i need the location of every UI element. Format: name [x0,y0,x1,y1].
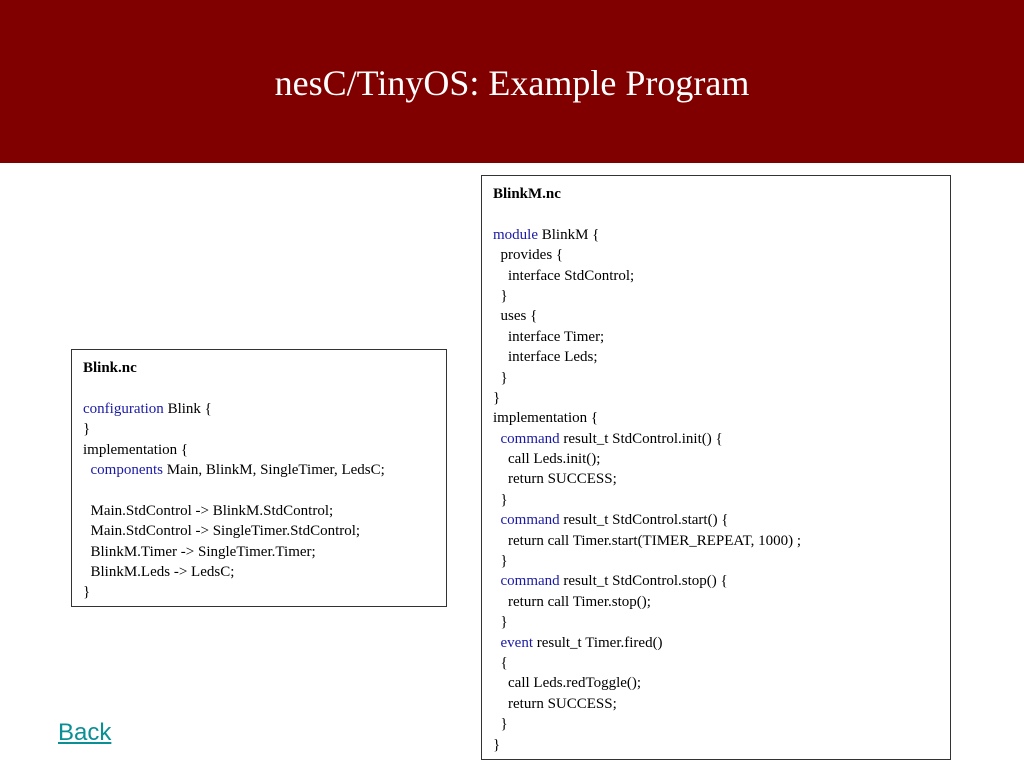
code-keyword: module [493,226,538,243]
code-text: } [83,421,91,438]
code-line [493,368,939,388]
code-text: interface Leds; [493,349,598,366]
code-line [493,490,939,510]
code-text: interface StdControl; [493,267,635,284]
code-line [493,449,939,469]
code-line [83,480,435,500]
code-line [83,378,435,398]
code-text: result_t Timer.fired() [532,634,663,651]
code-line [493,306,939,326]
page-title: nesC/TinyOS: Example Program [274,63,750,103]
code-text: interface Timer; [493,328,605,345]
code-text: uses { [493,308,538,325]
code-text: result_t StdControl.start() { [559,512,729,529]
code-line [493,347,939,367]
code-text: call Leds.redToggle(); [493,675,642,692]
code-text: result_t StdControl.init() { [559,430,723,447]
blink-code-box [71,349,447,607]
code-line [493,592,939,612]
code-text: Blink { [163,400,212,417]
code-line [493,327,939,347]
blinkm-filename: BlinkM.nc [493,186,561,202]
code-text: return call Timer.stop(); [493,593,651,610]
code-text: Main.StdControl -> BlinkM.StdControl; [83,502,334,519]
code-line [83,501,435,521]
code-text: Main.StdControl -> SingleTimer.StdControl; [83,523,361,540]
code-line [83,460,435,480]
code-line [493,408,939,428]
code-text: return SUCCESS; [493,695,617,712]
blinkm-code-box [481,175,951,760]
code-line [493,633,939,653]
code-text: } [493,716,508,733]
code-line [83,562,435,582]
code-line [493,612,939,632]
code-text: implementation { [493,410,599,427]
code-line [83,521,435,541]
title-banner [0,0,1024,163]
code-text: } [493,736,501,753]
code-line [493,571,939,591]
code-keyword: event [493,634,533,651]
code-text: return SUCCESS; [493,471,617,488]
code-line [83,542,435,562]
code-line [493,694,939,714]
code-text: call Leds.init(); [493,451,601,468]
code-line [493,531,939,551]
code-line [493,245,939,265]
code-line [493,469,939,489]
code-line [493,286,939,306]
code-keyword: command [493,573,560,590]
code-keyword: components [83,461,163,478]
code-line [493,653,939,673]
code-text: implementation { [83,441,189,458]
code-text: provides { [493,247,564,264]
back-link[interactable]: Back [58,719,112,746]
code-line [493,266,939,286]
code-line [493,735,939,755]
code-keyword: command [493,430,560,447]
code-text: } [493,369,508,386]
blinkm-code [493,204,939,755]
code-line [83,582,435,602]
code-line [493,429,939,449]
code-text: } [493,553,508,570]
blink-filename: Blink.nc [83,360,137,376]
code-line [493,225,939,245]
code-keyword: command [493,512,560,529]
code-text: Main, BlinkM, SingleTimer, LedsC; [163,461,385,478]
code-line [83,399,435,419]
code-line [493,388,939,408]
code-line [83,419,435,439]
code-line [83,440,435,460]
blink-code [83,378,435,602]
code-text: } [493,287,508,304]
code-text: } [493,614,508,631]
code-text: result_t StdControl.stop() { [559,573,728,590]
code-keyword: configuration [83,400,164,417]
code-line [493,551,939,571]
code-line [493,673,939,693]
code-text: return call Timer.start(TIMER_REPEAT, 1000) ; [493,532,802,549]
code-text: { [493,654,508,671]
code-text: } [493,491,508,508]
code-text: BlinkM.Timer -> SingleTimer.Timer; [83,543,316,560]
code-line [493,510,939,530]
code-text: BlinkM { [538,226,600,243]
code-line [493,714,939,734]
code-text: BlinkM.Leds -> LedsC; [83,563,235,580]
code-text: } [493,389,501,406]
code-text: } [83,584,91,601]
code-line [493,204,939,224]
